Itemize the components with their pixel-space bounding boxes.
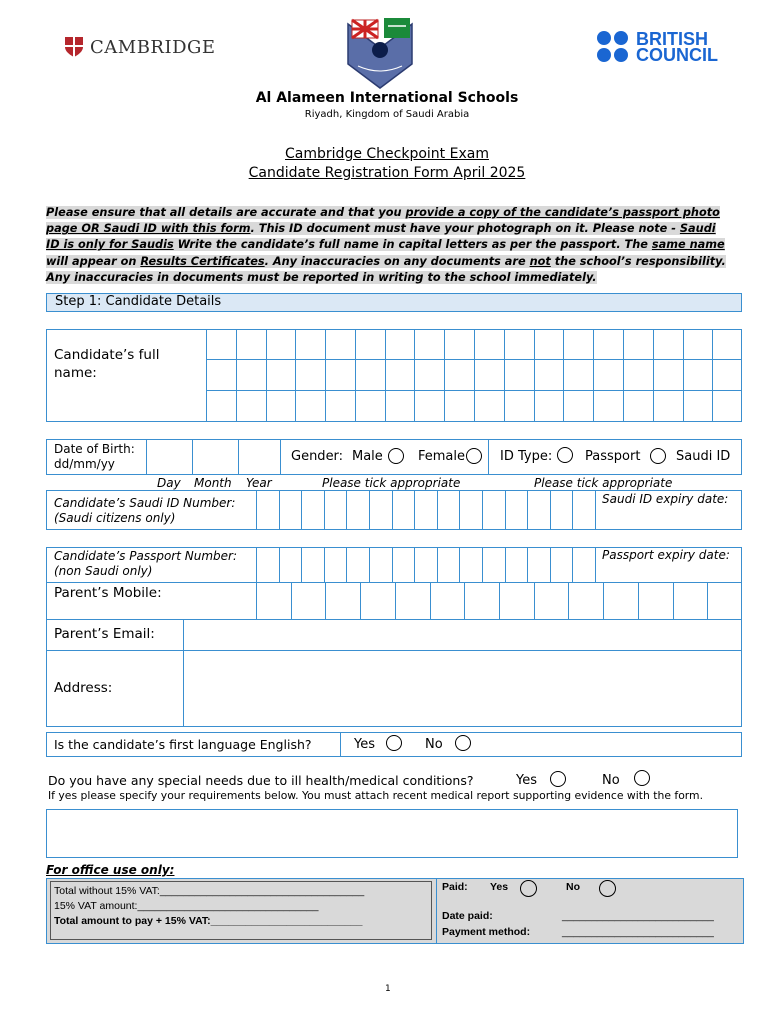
step1-header [46,293,742,312]
id-type-saudi-radio[interactable] [650,448,666,464]
special-needs-field[interactable] [46,809,738,858]
paid-no-radio[interactable] [599,880,616,897]
saudi-id-number-label-2: (Saudi citizens only) [54,511,176,525]
payment-method-line[interactable]: __________________________ [562,926,714,938]
special-needs-no-radio[interactable] [634,770,650,786]
page-number: 1 [385,984,391,994]
paid-no-label: No [566,881,580,893]
dob-label: Date of Birth: dd/mm/yy [54,442,135,471]
id-type-passport-radio[interactable] [557,447,573,463]
address-label: Address: [54,680,113,696]
passport-number-label-1: Candidate’s Passport Number: [54,549,237,563]
id-type-passport-label: Passport [585,449,641,464]
paid-label: Paid: [442,881,468,893]
first-language-no-label: No [425,737,443,752]
gender-label: Gender: [291,449,344,464]
special-needs-no-label: No [602,773,620,788]
form-title-line1: Cambridge Checkpoint Exam [285,146,489,162]
office-use-title: For office use only: [46,863,175,877]
first-language-yes-radio[interactable] [386,735,402,751]
special-needs-question: Do you have any special needs due to ill health/medical conditions? [48,773,474,788]
total-with-vat: Total amount to pay + 15% VAT:__________________________ [54,915,363,927]
school-name: Al Alameen International Schools [255,90,519,106]
parent-mobile-cells[interactable] [256,582,742,620]
step1-title: Step 1: Candidate Details [55,294,222,309]
cambridge-shield-icon [64,36,84,58]
gender-male-radio[interactable] [388,448,404,464]
dob-day-caption: Day [157,476,181,490]
id-type-tick-caption: Please tick appropriate [534,476,673,490]
first-language-yes-label: Yes [354,737,375,752]
paid-yes-radio[interactable] [520,880,537,897]
gender-male-label: Male [352,449,383,464]
id-type-saudi-label: Saudi ID [676,449,731,464]
notice-paragraph: Please ensure that all details are accurate and that you provide a copy of the candidate’s passport photo page OR Saudi ID with this form. This ID document must have your photograph on it. Please note - Saudi ID is only for Saudis Write the candidate’s full name in capital letters as per the passport. The same name will appear on Results Certificates. Any inaccuracies on any documents are not the school’s responsibility. Any inaccuracies in documents must be reported in writing to the school immediately. [46,206,726,284]
date-paid-line[interactable]: __________________________ [562,910,714,922]
special-needs-yes-label: Yes [516,773,537,788]
paid-yes-label: Yes [490,881,509,893]
form-title-line2: Candidate Registration Form April 2025 [248,165,526,181]
gender-female-radio[interactable] [466,448,482,464]
saudi-id-expiry-label: Saudi ID expiry date: [602,492,729,506]
first-language-label: Is the candidate’s first language English? [54,737,312,752]
dob-year-caption: Year [246,476,272,490]
passport-number-label-2: (non Saudi only) [54,564,153,578]
passport-number-cells[interactable] [256,547,596,583]
parent-mobile-label: Parent’s Mobile: [54,585,162,601]
saudi-id-number-label-1: Candidate’s Saudi ID Number: [54,496,236,510]
parent-email-field[interactable] [184,620,740,650]
dob-year-field[interactable] [239,440,280,474]
special-needs-yes-radio[interactable] [550,771,566,787]
parent-email-label: Parent’s Email: [54,626,155,642]
british-council-logo [596,30,718,64]
cambridge-wordmark: CAMBRIDGE [90,36,216,58]
id-type-label: ID Type: [500,449,553,464]
cambridge-logo [64,36,216,58]
passport-expiry-label: Passport expiry date: [602,548,730,562]
first-language-no-radio[interactable] [455,735,471,751]
school-crest [340,14,420,90]
total-without-vat: Total without 15% VAT:___________________________________ [54,885,365,897]
gender-tick-caption: Please tick appropriate [322,476,461,490]
vat-amount: 15% VAT amount:_______________________________ [54,900,319,912]
gender-female-label: Female [418,449,466,464]
full-name-grid[interactable] [206,329,742,422]
address-field[interactable] [184,651,740,726]
saudi-id-number-cells[interactable] [256,490,596,530]
payment-method-label: Payment method: [442,926,531,938]
british-council-dots-icon [596,30,630,64]
british-council-line2: COUNCIL [636,45,718,65]
full-name-label: Candidate’s full name: [54,347,160,381]
date-paid-label: Date paid: [442,910,493,922]
dob-month-caption: Month [194,476,232,490]
british-council-line1: BRITISH [636,29,708,49]
school-location: Riyadh, Kingdom of Saudi Arabia [304,109,470,120]
dob-day-field[interactable] [147,440,192,474]
dob-month-field[interactable] [193,440,238,474]
special-needs-note: If yes please specify your requirements below. You must attach recent medical report supporting evidence with the form. [48,789,703,802]
